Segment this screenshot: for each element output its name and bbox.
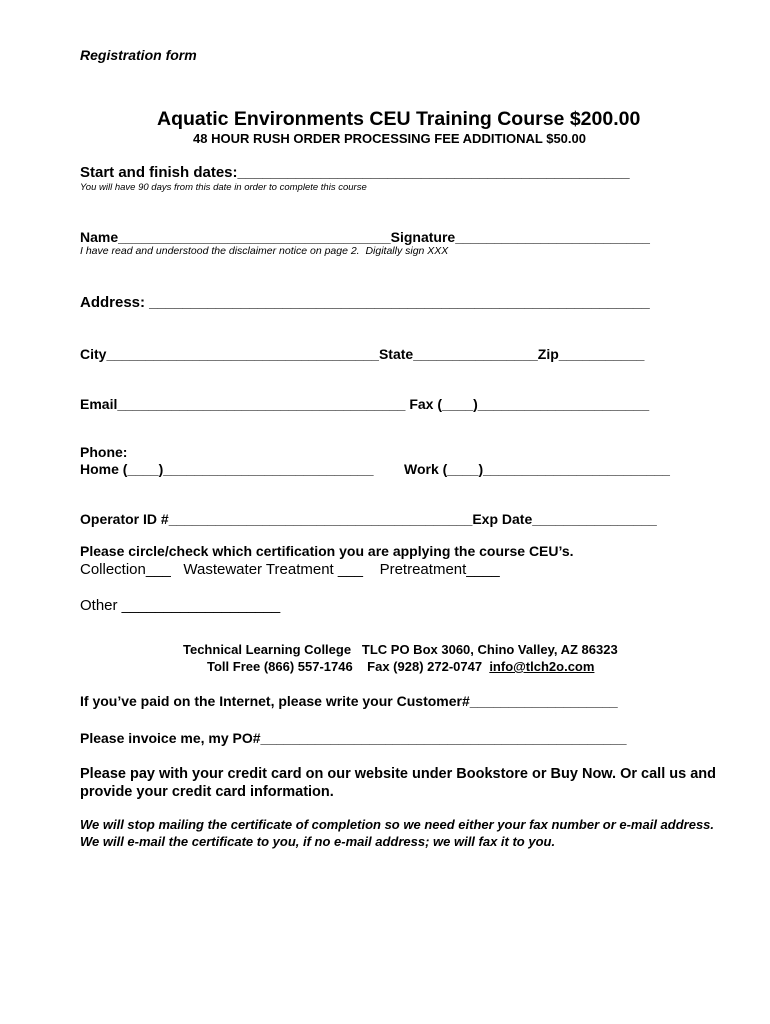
- form-header-label: Registration form: [80, 47, 197, 63]
- customer-number-field[interactable]: If you’ve paid on the Internet, please write your Customer#___________________: [80, 693, 618, 709]
- certification-options[interactable]: Collection___ Wastewater Treatment ___ Pretreatment____: [80, 561, 500, 578]
- credit-card-instructions: Please pay with your credit card on our website under Bookstore or Buy Now. Or call us and provide your credit card information.: [80, 766, 716, 800]
- certification-prompt: Please circle/check which certification you are applying the course CEU’s.: [80, 543, 574, 559]
- page-title: Aquatic Environments CEU Training Course $200.00: [157, 108, 641, 130]
- operator-id-field[interactable]: Operator ID #_______________________________________Exp Date________________: [80, 511, 657, 527]
- phone-label: Phone:: [80, 444, 128, 460]
- city-state-zip-field[interactable]: City___________________________________State________________Zip___________: [80, 346, 645, 362]
- po-number-field[interactable]: Please invoice me, my PO#_______________________________________________: [80, 730, 627, 746]
- college-address: Technical Learning College TLC PO Box 3060, Chino Valley, AZ 86323: [183, 642, 618, 657]
- email-fax-field[interactable]: Email_____________________________________ Fax (____)______________________: [80, 396, 650, 412]
- certificate-notice: We will stop mailing the certificate of completion so we need either your fax number or e-mail address. We will e-mail the certificate to you, if no e-mail address; we will fax it to you.: [80, 817, 715, 849]
- rush-fee-subtitle: 48 HOUR RUSH ORDER PROCESSING FEE ADDITIONAL $50.00: [193, 131, 586, 146]
- name-signature-field[interactable]: Name___________________________________Signature_________________________: [80, 229, 650, 245]
- college-phone-fax: Toll Free (866) 557-1746 Fax (928) 272-0747: [207, 659, 490, 674]
- college-email-link[interactable]: info@tlch2o.com: [489, 659, 595, 674]
- work-phone-field[interactable]: Work (____)________________________: [404, 461, 670, 477]
- college-contact: [207, 659, 594, 674]
- address-field[interactable]: Address: ____________________________________________________________: [80, 294, 650, 311]
- home-phone-field[interactable]: Home (____)___________________________: [80, 461, 374, 477]
- dates-note: You will have 90 days from this date in order to complete this course: [80, 182, 367, 193]
- certification-other[interactable]: Other ___________________: [80, 597, 281, 614]
- disclaimer-note: I have read and understood the disclaimer notice on page 2. Digitally sign XXX: [80, 245, 449, 257]
- dates-field[interactable]: Start and finish dates:_______________________________________________: [80, 164, 630, 181]
